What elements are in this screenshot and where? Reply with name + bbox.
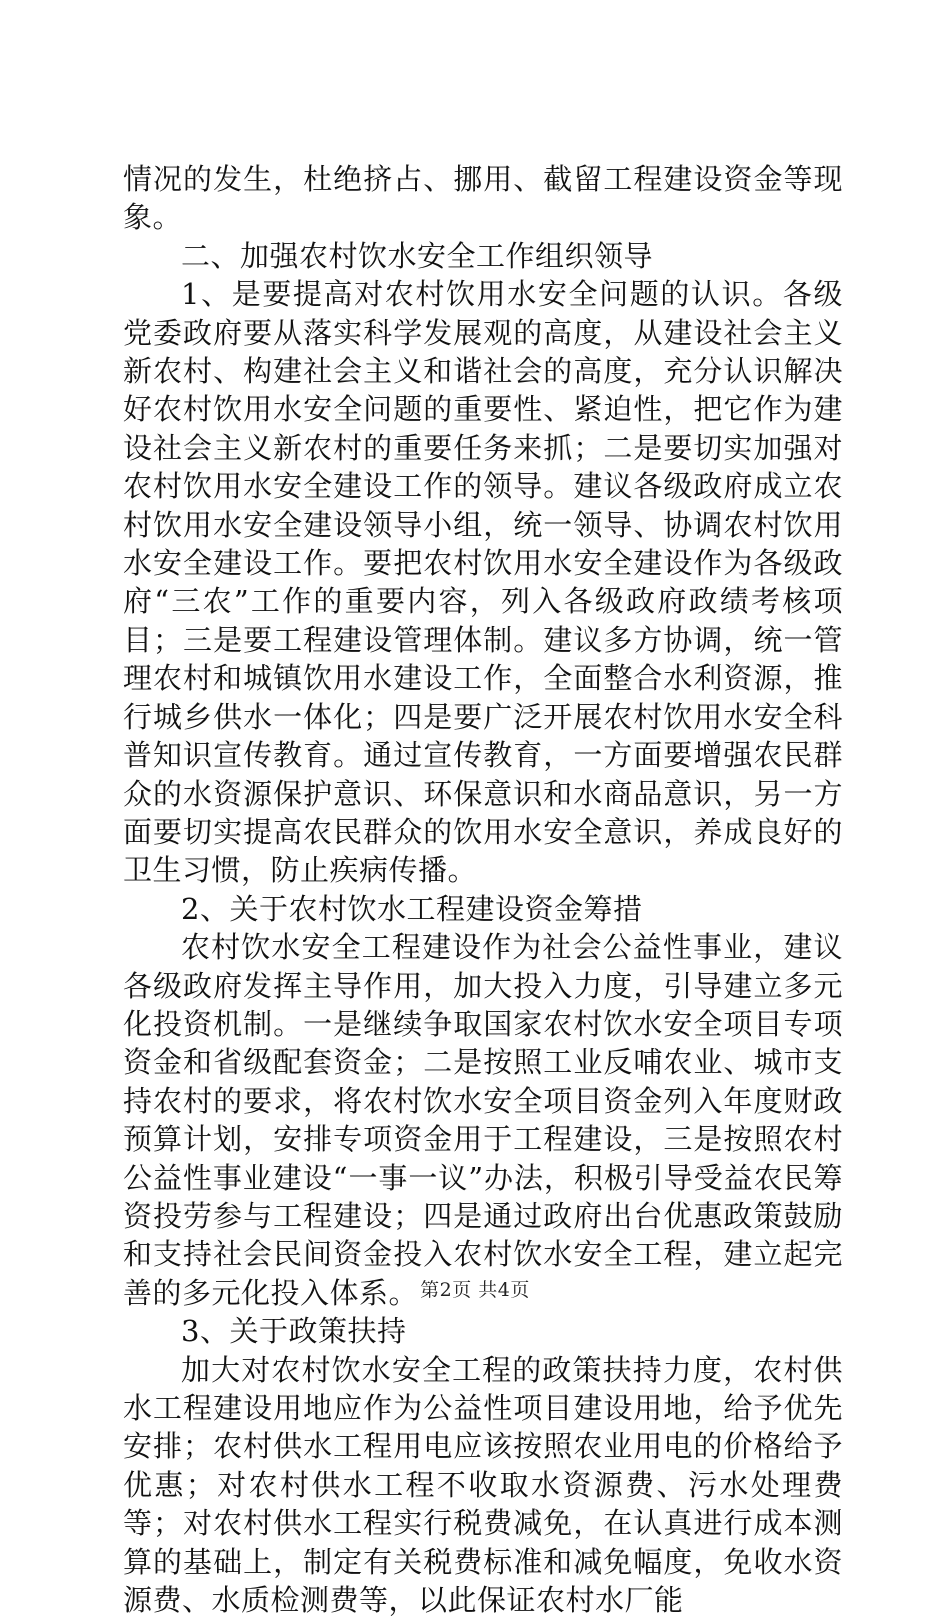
subheading-funding: 2、关于农村饮水工程建设资金筹措 — [181, 891, 643, 926]
paragraph-funding: 农村饮水安全工程建设作为社会公益性事业，建议各级政府发挥主导作用，加大投入力度，引导建立多元化投资机制。一是继续争取国家农村饮水安全项目专项资金和省级配套资金；二是按照工业反哺农业、城市支持农村的要求，将农村饮水安全项目资金列入年度财政预算计划，安排专项资金用于工程建设，三是按照农村公益性事业建设“一事一议”办法，积极引导受益农民筹资投劳参与工程建设；四是通过政府出台优惠政策鼓励和支持社会民间资金投入农村饮水安全工程，建立起完善的多元化投入体系。 — [123, 930, 843, 1310]
paragraph-continuation: 情况的发生，杜绝挤占、挪用、截留工程建设资金等现象。 — [123, 162, 843, 235]
paragraph-policy: 加大对农村饮水安全工程的政策扶持力度，农村供水工程建设用地应作为公益性项目建设用地，给予优先安排；农村供水工程用电应该按照农业用电的价格给予优惠；对农村供水工程不收取水资源费、污水处理费等；对农村供水工程实行税费减免，在认真进行成本测算的基础上，制定有关税费标准和减免幅度，免收水资源费、水质检测费等，以此保证农村水厂能 — [123, 1352, 843, 1618]
paragraph-awareness: 1、是要提高对农村饮用水安全问题的认识。各级党委政府要从落实科学发展观的高度，从建设社会主义新农村、构建社会主义和谐社会的高度，充分认识解决好农村饮用水安全问题的重要性、紧迫性，把它作为建设社会主义新农村的重要任务来抓；二是要切实加强对农村饮用水安全建设工作的领导。建议各级政府成立农村饮用水安全建设领导小组，统一领导、协调农村饮用水安全建设工作。要把农村饮用水安全建设作为各级政府“三农”工作的重要内容，列入各级政府政绩考核项目；三是要工程建设管理体制。建议多方协调，统一管理农村和城镇饮用水建设工作，全面整合水利资源，推行城乡供水一体化；四是要广泛开展农村饮用水安全科普知识宣传教育。通过宣传教育，一方面要增强农民群众的水资源保护意识、环保意识和水商品意识，另一方面要切实提高农民群众的饮用水安全意识，养成良好的卫生习惯，防止疾病传播。 — [123, 277, 843, 888]
page-number-label: 第2页 共4页 — [420, 1279, 530, 1301]
document-body — [123, 160, 843, 1619]
subheading-policy: 3、关于政策扶持 — [181, 1314, 407, 1349]
page-footer — [0, 1275, 950, 1302]
section-heading-2: 二、加强农村饮水安全工作组织领导 — [181, 238, 654, 273]
